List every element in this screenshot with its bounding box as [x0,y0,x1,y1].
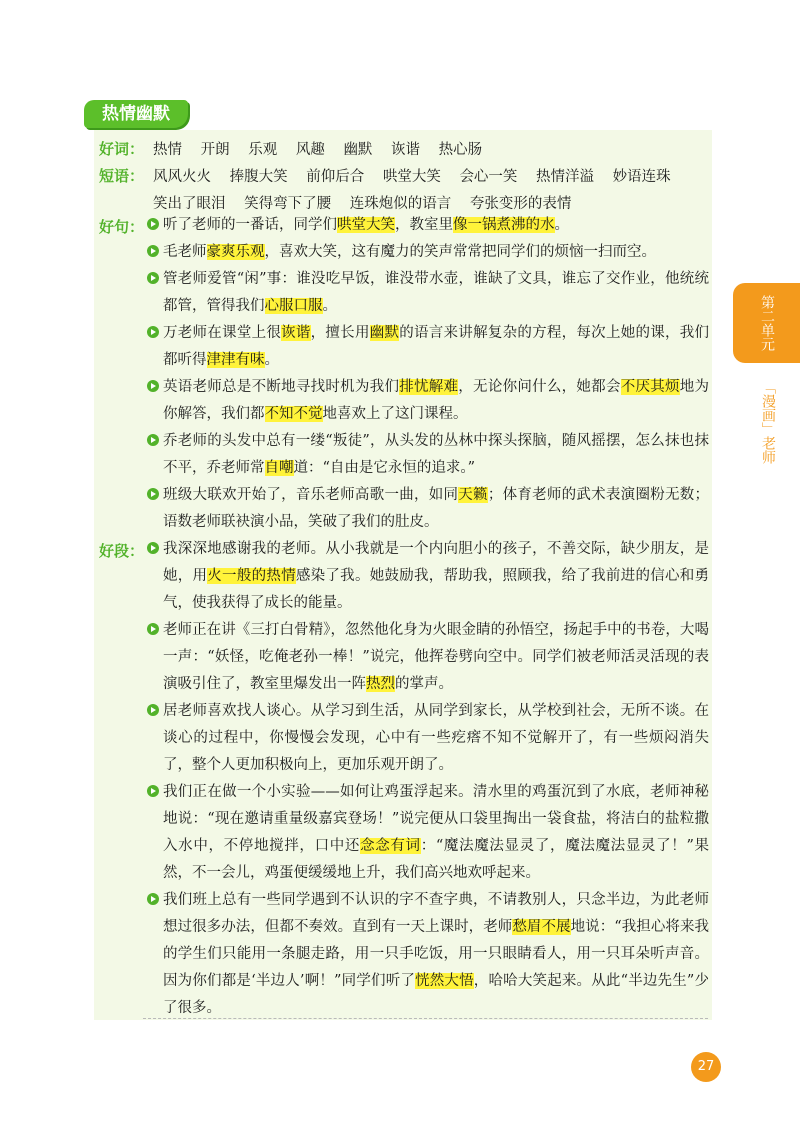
label-phrases: 短语： [99,167,145,185]
phrase: 妙语连珠 [612,169,671,185]
word: 乐观 [248,142,278,158]
bullet-icon [147,218,159,230]
sentence-item [147,428,709,482]
paragraph-item [147,536,709,617]
bullet-icon [147,623,159,635]
word: 幽默 [343,142,373,158]
sentence-item [147,320,709,374]
word: 开朗 [200,142,230,158]
bullet-icon [147,893,159,905]
paragraph-text: 居老师喜欢找人谈心。从学习到生活，从同学到家长，从学校到社会，无所不谈。在谈心的过程中，你慢慢会发现，心中有一些疙瘩不知不觉解开了，有一些烦闷消失了，整个人更加积极向上，更加乐观开朗了。 [163,703,709,773]
sentence-text: 万老师在课堂上很诙谐，擅长用幽默的语言来讲解复杂的方程，每次上她的课，我们都听得津津有味。 [163,325,710,368]
phrase: 哄堂大笑 [382,169,441,185]
phrase: 风风火火 [153,169,211,185]
phrase: 前仰后合 [306,169,365,185]
sentence-text: 乔老师的头发中总有一缕“叛徒”，从头发的丛林中探头探脑，随风摇摆，怎么抹也抹不平，乔老师常自嘲道：“自由是它永恒的追求。” [163,433,709,476]
word: 风趣 [295,142,325,158]
phrase: 夸张变形的表情 [469,196,572,212]
bullet-icon [147,326,159,338]
unit-tab: 第二单元 [733,283,800,363]
word: 诙谐 [391,142,421,158]
sentence-item [147,482,709,536]
bullet-icon [147,542,159,554]
phrase: 笑得弯下了腰 [244,196,332,212]
sentence-text: 英语老师总是不断地寻找时机为我们排忧解难，无论你问什么，她都会不厌其烦地为你解答，我们都不知不觉地喜欢上了这门课程。 [163,379,710,422]
phrase: 连珠炮似的语言 [349,196,452,212]
bullet-icon [147,245,159,257]
phrase: 笑出了眼泪 [153,196,226,212]
sentence-text: 管老师爱管“闲”事：谁没吃早饭，谁没带水壶，谁缺了文具，谁忘了交作业，他统统都管，管得我们心服口服。 [163,271,709,314]
sentence-item [147,212,709,239]
paragraph-text: 老师正在讲《三打白骨精》，忽然他化身为火眼金睛的孙悟空，扬起手中的书卷，大喝一声：“妖怪，吃俺老孙一棒！”说完，他挥卷劈向空中。同学们被老师活灵活现的表演吸引住了，教室里爆发出一阵热烈的掌声。 [163,622,709,692]
bullet-icon [147,704,159,716]
bullet-icon [147,434,159,446]
unit-topic: 「漫画」老师 [760,380,776,464]
words-row [153,138,496,159]
sentence-text: 班级大联欢开始了，音乐老师高歌一曲，如同天籁；体育老师的武术表演圈粉无数；语数老师联袂演小品，笑破了我们的肚皮。 [163,487,710,530]
bullet-icon [147,488,159,500]
phrases-row-2 [153,192,585,213]
phrase: 捧腹大笑 [229,169,288,185]
word: 热情 [153,142,182,158]
paragraph-item [147,887,709,1022]
paragraph-item [147,698,709,779]
sentence-text: 听了老师的一番话，同学们哄堂大笑，教室里像一锅煮沸的水。 [163,217,569,233]
sentence-text: 毛老师豪爽乐观，喜欢大笑，这有魔力的笑声常常把同学们的烦恼一扫而空。 [163,244,656,260]
bullet-icon [147,380,159,392]
dashed-divider [143,1018,708,1019]
paragraph-item [147,779,709,887]
page-number: 27 [691,1052,721,1082]
bullet-icon [147,272,159,284]
sentence-item [147,266,709,320]
sentence-item [147,239,709,266]
sentence-item [147,374,709,428]
paragraph-text: 我深深地感谢我的老师。从小我就是一个内向胆小的孩子，不善交际，缺少朋友，是她，用火一般的热情感染了我。她鼓励我，帮助我，照顾我，给了我前进的信心和勇气，使我获得了成长的能量。 [163,541,710,611]
label-sentences: 好句： [99,218,145,236]
word: 热心肠 [438,142,483,158]
label-paragraphs: 好段： [99,542,145,560]
bullet-icon [147,785,159,797]
phrases-row-1 [153,165,685,186]
phrase: 会心一笑 [459,169,518,185]
phrase: 热情洋溢 [536,169,595,185]
paragraph-text: 我们班上总有一些同学遇到不认识的字不查字典，不请教别人，只念半边，为此老师想过很多办法，但都不奏效。直到有一天上课时，老师愁眉不展地说：“我担心将来我的学生们只能用一条腿走路，用一只手吃饭，用一只眼睛看人，用一只耳朵听声音。因为你们都是‘半边人’啊！”同学们听了恍然大悟，哈哈大笑起来。从此“半边先生”少了很多。 [163,892,710,1016]
paragraph-text: 我们正在做一个小实验——如何让鸡蛋浮起来。清水里的鸡蛋沉到了水底，老师神秘地说：“现在邀请重量级嘉宾登场！”说完便从口袋里掏出一袋食盐，将洁白的盐粒撒入水中，不停地搅拌，口中还念念有词：“魔法魔法显灵了，魔法魔法显灵了！”果然，不一会儿，鸡蛋便缓缓地上升，我们高兴地欢呼起来。 [163,784,710,881]
label-words: 好词： [99,140,145,158]
paragraph-item [147,617,709,698]
section-title: 热情幽默 [84,100,188,128]
